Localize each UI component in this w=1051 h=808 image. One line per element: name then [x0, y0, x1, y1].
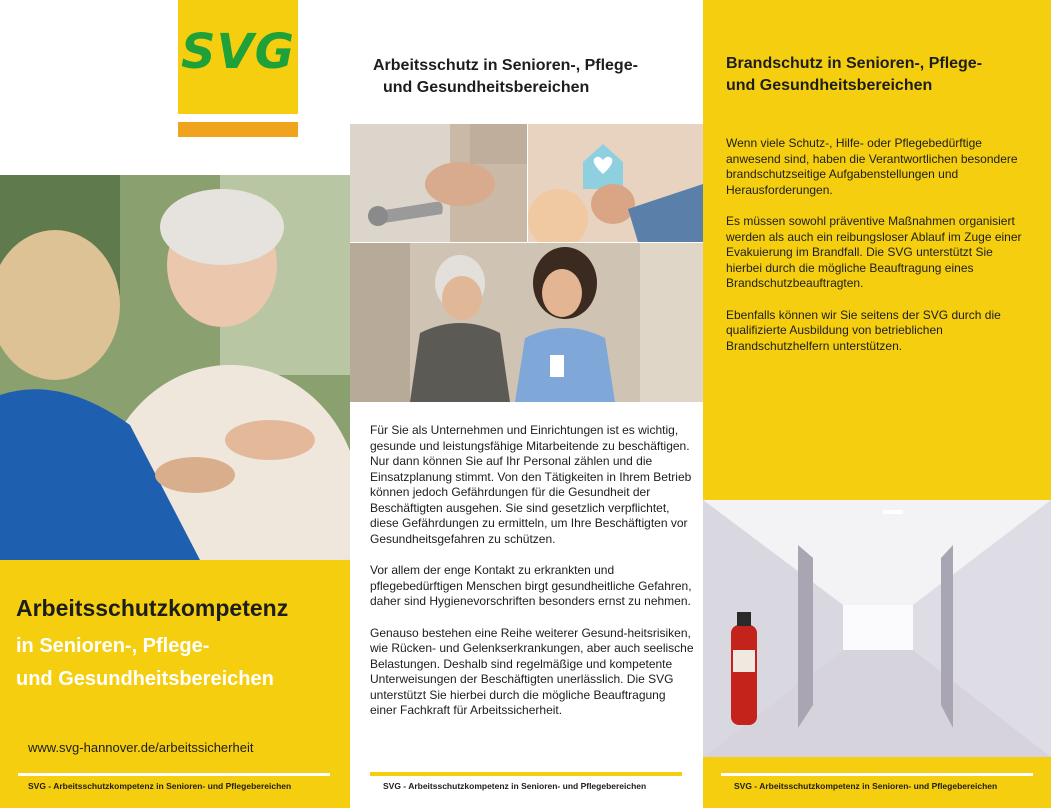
- middle-footer-text: SVG - Arbeitsschutzkompetenz in Senioren- und Pflegebereichen: [383, 781, 647, 791]
- right-footer-text: SVG - Arbeitsschutzkompetenz in Senioren- und Pflegebereichen: [734, 781, 998, 791]
- right-title-line1: Brandschutz in Senioren-, Pflege-: [726, 55, 983, 72]
- left-subtitle-line1: in Senioren-, Pflege-: [16, 635, 210, 657]
- middle-title-line2: und Gesundheitsbereichen: [383, 79, 590, 96]
- middle-title: [373, 55, 638, 99]
- svg-logo: [178, 0, 298, 114]
- middle-paragraph: Für Sie als Unternehmen und Einrichtungen ist es wichtig, gesunde und leistungsfähige Mitarbeitende zu beschäftigen. Nur dann können Sie auf Ihr Personal zählen und die Einsatzplanung stimmt. Von den Tätigkeiten in Ihrem Betrieb können jedoch Gefährdungen für die Gesundheit der Beschäftigten ausgehen. Sie sind gesetzlich verpflichtet, diese Gefährdungen zu ermitteln, um Ihre Beschäftigten vor Gesundheitsgefahren zu schützen.: [370, 423, 692, 546]
- right-footer-divider: [721, 773, 1033, 776]
- middle-paragraph: Vor allem der enge Kontakt zu erkrankten und pflegebedürftigen Menschen birgt gesundheitliche Gefahren, daher sind Hygienevorschriften besonders ernst zu nehmen.: [370, 563, 692, 608]
- logo-text: SVG: [180, 24, 296, 80]
- right-paragraph: Ebenfalls können wir Sie seitens der SVG durch die qualifizierte Ausbildung von betrieblichen Brandschutzhelfern unterstützen.: [726, 307, 1001, 353]
- right-paragraph: Es müssen sowohl präventive Maßnahmen organisiert werden als auch ein reibungsloser Ablauf im Zuge einer Evakuierung im Brandfall. Die SVG unterstützt Sie hierbei durch die mögliche Beauftragung eines Brandschutzbeauftragten.: [726, 214, 1022, 290]
- right-paragraph: Wenn viele Schutz-, Hilfe- oder Pflegebedürftige anwesend sind, haben die Verantwortlichen besondere brandschutzseitige Aufgabenstellungen und Herausforderungen.: [726, 136, 1018, 197]
- right-body-text: [726, 136, 1031, 370]
- website-url[interactable]: www.svg-hannover.de/arbeitssicherheit: [28, 740, 254, 755]
- right-title-line2: und Gesundheitsbereichen: [726, 77, 933, 94]
- photo-house-heart: [528, 124, 703, 242]
- left-footer-text: SVG - Arbeitsschutzkompetenz in Senioren- und Pflegebereichen: [28, 781, 292, 791]
- photo-door-handle: [350, 124, 527, 242]
- left-subtitle-line2: und Gesundheitsbereichen: [16, 668, 274, 690]
- photo-caregiver-senior: [0, 175, 350, 560]
- left-title: Arbeitsschutzkompetenz: [16, 595, 289, 621]
- middle-paragraph: Genauso bestehen eine Reihe weiterer Gesund-heitsrisiken, wie Rücken- und Gelenkserkrankungen, aber auch seelische Belastungen. Deshalb sind regelmäßige und kompetente Unterweisungen der Beschäftigten unerlässlich. Die SVG unterstützt Sie hierbei durch die mögliche Beauftragung einer Fachkraft für Arbeitssicherheit.: [370, 625, 694, 717]
- photo-nurse-senior: [350, 243, 703, 402]
- logo-accent-bar: [178, 122, 298, 137]
- middle-footer-divider: [370, 772, 682, 776]
- left-subtitle: [16, 630, 274, 696]
- photo-hallway-extinguisher: [703, 500, 1051, 757]
- middle-title-line1: Arbeitsschutz in Senioren-, Pflege-: [373, 57, 638, 74]
- left-footer-divider: [18, 773, 330, 776]
- middle-body-text: [370, 423, 695, 735]
- right-title: [726, 53, 982, 97]
